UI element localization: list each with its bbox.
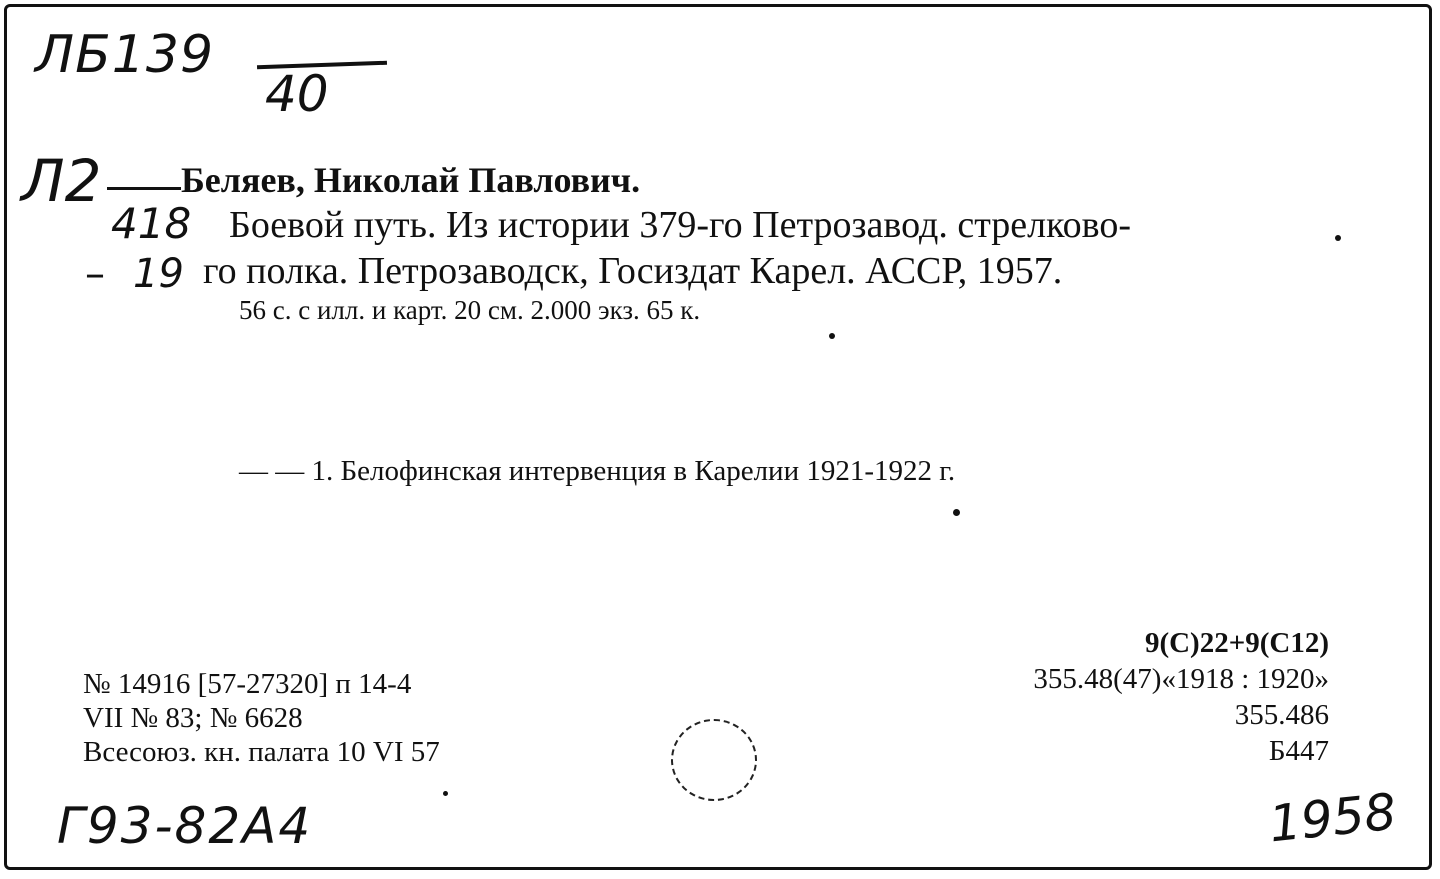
ink-speck [443, 791, 448, 796]
catalog-card [4, 4, 1432, 870]
handwritten-call-letter: Л2 [21, 147, 102, 215]
entry-physical-description: 56 с. с илл. и карт. 20 см. 2.000 экз. 65 к. [239, 295, 701, 325]
classification-line-3: 355.486 [1234, 699, 1329, 731]
handwritten-inventory-note: Г93-82А4 [57, 797, 313, 855]
entry-subject-tracing: — — 1. Белофинская интервенция в Карелии 1921-1922 г. [239, 455, 956, 487]
registry-block [83, 667, 440, 769]
classification-line-1: 9(С)22+9(С12) [1144, 627, 1329, 659]
call-number-fraction-line [107, 187, 181, 190]
handwritten-dash: – [85, 251, 105, 297]
card-punch-hole [671, 719, 757, 801]
handwritten-shelf-number: 40 [265, 65, 329, 123]
classification-line-2: 355.48(47)«1918 : 1920» [1033, 663, 1329, 695]
classification-block [1033, 625, 1329, 769]
registry-line-3: Всесоюз. кн. палата 10 VI 57 [83, 736, 440, 768]
ink-speck [1335, 235, 1341, 241]
handwritten-call-number: 418 [111, 199, 192, 248]
registry-line-1: № 14916 [57-27320] п 14-4 [83, 668, 412, 700]
registry-line-2: VII № 83; № 6628 [83, 702, 303, 734]
ink-speck [829, 333, 835, 339]
handwritten-call-suffix: 19 [133, 251, 184, 297]
entry-author: Беляев, Николай Павлович. [181, 160, 641, 200]
classification-line-4: Б447 [1268, 735, 1329, 767]
entry-title-line-1: Боевой путь. Из истории 379-го Петрозавод. стрелково- [229, 204, 1131, 246]
handwritten-shelf-mark: ЛБ139 [35, 25, 215, 85]
ink-speck [953, 509, 960, 516]
handwritten-year-note: 1958 [1266, 782, 1399, 854]
entry-title-line-2: го полка. Петрозаводск, Госиздат Карел. АССР, 1957. [203, 250, 1063, 292]
